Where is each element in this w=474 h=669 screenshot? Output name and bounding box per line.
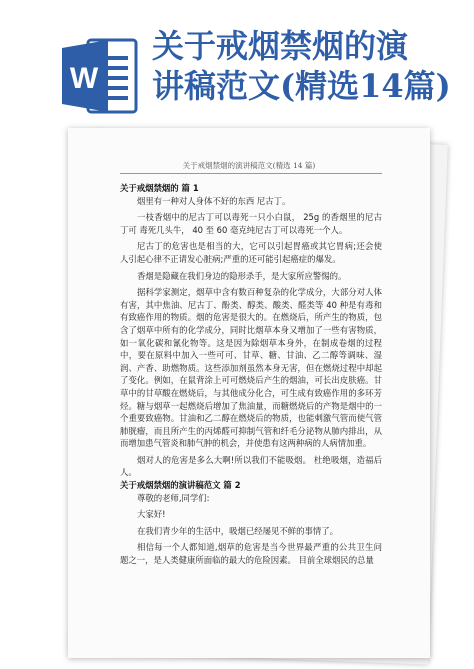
paragraph: 一枝香烟中的尼古丁可以毒死一只小白鼠， 25g 的香烟里的尼古丁可 毒死几头牛， 40 至 60 毫克纯尼古丁可以毒死一个人。 (120, 212, 382, 235)
document-body (120, 182, 382, 567)
paragraph: 香烟是隐藏在我们身边的隐形杀手，是大家所应警惕的。 (137, 270, 347, 281)
word-document-icon (62, 36, 138, 116)
paragraph: 在我们青少年的生活中，吸烟已经屡见不鲜的事情了。 (137, 525, 338, 536)
section-heading-1: 关于戒烟禁烟的 篇 1 (120, 183, 199, 193)
paragraph: 烟里有一种对人身体不好的东西 尼古丁。 (137, 195, 291, 206)
running-header: 关于戒烟禁烟的演讲稿范文(精选 14 篇) (182, 161, 316, 170)
paragraph: 据科学家测定，烟草中含有数百种复杂的化学成分，大部分对人体有害，其中焦油、尼古丁、酚类、醇类、酸类、醛类等 40 种是有毒和有致癌作用的物质。烟的危害是很大的。在燃烧后，所产生的物质，包含了烟草中所有的化学成分，同时比烟草本身又增加了一些有害物质，如一氧化碳和氰化物等。这是因为除烟草本身外，在制成卷烟的过程中，要在原料中加入一些可可、甘草、糖、甘油、乙二醇等调味、湿润、产香、助燃物质。这些添加剂虽然本身无害，但在燃烧过程中却起了变化。例如，在鼠背涂上可可燃烧后产生的烟油，可长出皮肤癌。甘草中的甘草酸在燃烧后，与其他成分化合，可生成有致癌作用的多环芳烃。糖与烟草一起燃烧后增加了焦油量，而糖燃烧后的产物是烟中的一个重要致癌物。甘油和乙二醇在燃烧后的物质，也能刺激气管而使气管肺胱瘤，而且所产生的丙烯醛可抑制气管和纤毛分泌物从肺内排出，从而增加患气管炎和肺气肿的机会，并使患有这两种病的人病情加重。 (120, 287, 382, 449)
paragraph: 尊敬的老师,同学们: (137, 492, 210, 503)
banner-title (152, 26, 464, 106)
document-page (68, 128, 430, 658)
paragraph: 大家好! (137, 509, 166, 520)
paragraph: 尼古丁的危害也是相当的大，它可以引起胃癌或其它胃病;还会使人引起心律不正请发心脏病;严重的还可能引起癌症的爆发。 (120, 241, 382, 264)
word-icon-letter: W (69, 62, 99, 95)
header-rule (120, 173, 382, 174)
section-heading-2: 关于戒烟禁烟的演讲稿范文 篇 2 (120, 480, 241, 491)
banner-title-line-2: 讲稿范文(精选14篇) (152, 67, 451, 105)
banner-title-line-1: 关于戒烟禁烟的演 (152, 27, 409, 65)
paragraph: 相信每一个人都知道,烟草的危害是当今世界最严重的公共卫生问题之一，是人类健康所面临的最大的危险因素。 目前全球烟民的总量 (120, 542, 382, 566)
paragraph: 烟对人的危害是多么大啊!所以我们不能吸烟。 杜绝吸烟，造福后人。 (120, 454, 382, 478)
